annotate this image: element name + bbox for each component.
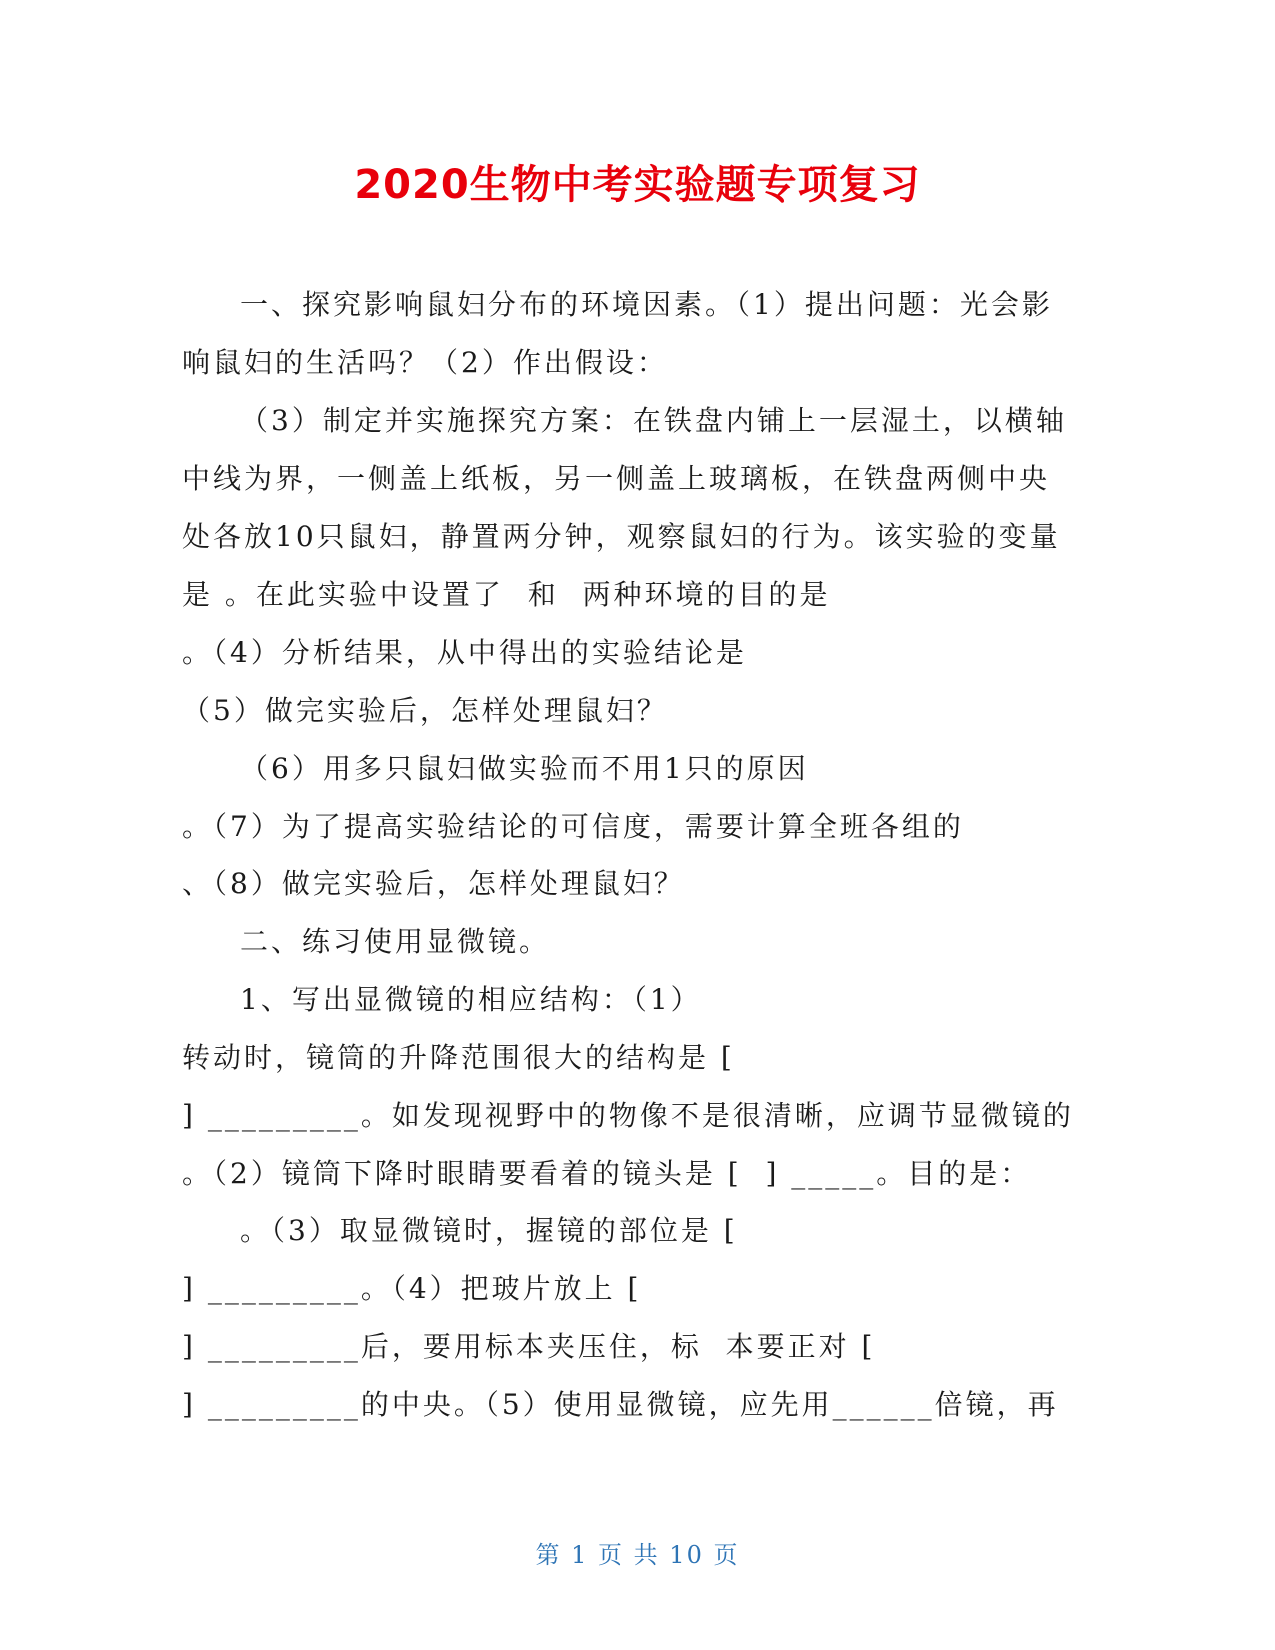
text-line: ] _________的中央。（5）使用显微镜，应先用______倍镜，再: [182, 1388, 1059, 1421]
text-line: 1、写出显微镜的相应结构：（1）: [240, 983, 702, 1016]
document-title: 2020生物中考实验题专项复习: [354, 162, 921, 208]
text-line: 响鼠妇的生活吗？（2）作出假设：: [182, 346, 668, 379]
text-line: （6）用多只鼠妇做实验而不用1只的原因: [240, 752, 809, 785]
text-line: 。（7）为了提高实验结论的可信度，需要计算全班各组的: [182, 810, 964, 843]
text-line: 中线为界，一侧盖上纸板，另一侧盖上玻璃板，在铁盘两侧中央: [182, 462, 1051, 495]
text-line: ] _________后，要用标本夹压住，标 本要正对 [: [182, 1330, 876, 1363]
text-line: ] _________。如发现视野中的物像不是很清晰，应调节显微镜的: [182, 1099, 1074, 1132]
text-line: 。（2）镜筒下降时眼睛要看着的镜头是 [ ] _____。目的是：: [182, 1157, 1032, 1190]
section-heading: 二、练习使用显微镜。: [240, 925, 551, 958]
text-line: （5）做完实验后，怎样处理鼠妇？: [182, 694, 668, 727]
text-line: ] _________。（4）把玻片放上 [: [182, 1272, 642, 1305]
page-number: 第 1 页 共 10 页: [535, 1541, 740, 1569]
text-line: （3）制定并实施探究方案：在铁盘内铺上一层湿土，以横轴: [240, 404, 1067, 437]
text-line: 一、探究影响鼠妇分布的环境因素。（1）提出问题：光会影: [240, 288, 1053, 321]
text-line: 转动时，镜筒的升降范围很大的结构是 [: [182, 1041, 735, 1074]
text-line: 是 。在此实验中设置了 和 两种环境的目的是: [182, 578, 831, 611]
text-line: 。（4）分析结果，从中得出的实验结论是: [182, 636, 747, 669]
text-line: 处各放10只鼠妇，静置两分钟，观察鼠妇的行为。该实验的变量: [182, 520, 1061, 553]
text-line: 、（8）做完实验后，怎样处理鼠妇？: [182, 867, 685, 900]
text-line: 。（3）取显微镜时，握镜的部位是 [: [240, 1214, 738, 1247]
